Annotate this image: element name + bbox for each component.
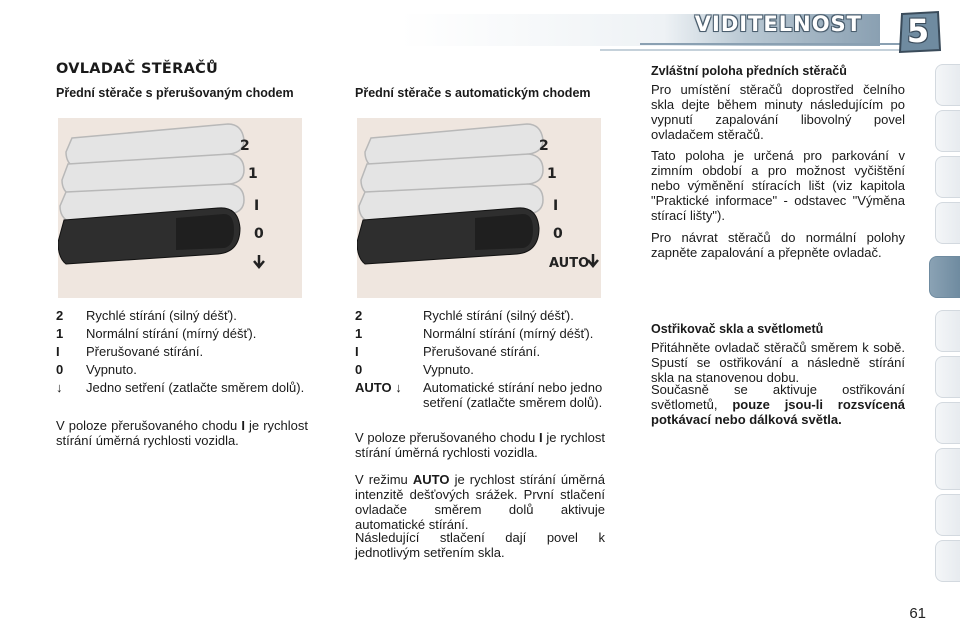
col2-paragraph-1: V poloze přerušovaného chodu I je rychlost stírání úměrná rychlosti vozidla. bbox=[355, 430, 605, 460]
col2-paragraph-3: Následující stlačení dají povel k jednotlivým setřením skla. bbox=[355, 530, 605, 560]
legend-item: ↓ Jedno setření (zatlačte směrem dolů). bbox=[56, 380, 305, 395]
col3-heading-1: Zvláštní poloha předních stěračů bbox=[651, 64, 847, 78]
col3-paragraph-2: Tato poloha je určená pro parkování v zimním období a pro možnost vyčištění nebo výměnění stíracích lišt (viz kapitola "Praktické informace" - odstavec "Výměna stírací lišty"). bbox=[651, 148, 905, 223]
page-number: 61 bbox=[909, 605, 926, 622]
legend-item: 2 Rychlé stírání (silný déšť). bbox=[56, 308, 237, 323]
col3-paragraph-3: Pro návrat stěračů do normální polohy zapněte zapalování a přepněte ovladač. bbox=[651, 230, 905, 260]
wiper-stalk-illustration-intermittent bbox=[58, 118, 302, 298]
col1-heading: Přední stěrače s přerušovaným chodem bbox=[56, 86, 294, 100]
col1-legend bbox=[56, 308, 312, 398]
stalk-label-2: 2 bbox=[539, 138, 549, 154]
col2-legend bbox=[355, 308, 607, 413]
legend-item: AUTO ↓ Automatické stírání nebo jedno setření (zatlačte směrem dolů). bbox=[355, 380, 603, 410]
wiper-stalk-illustration-auto bbox=[357, 118, 601, 298]
stalk-label-i: I bbox=[553, 198, 559, 214]
stalk-label-1: 1 bbox=[547, 166, 557, 182]
col3-heading-2: Ostřikovač skla a světlometů bbox=[651, 322, 824, 336]
legend-item: 0 Vypnuto. bbox=[355, 362, 474, 377]
chapter-tabs bbox=[930, 64, 960, 579]
stalk-label-auto: AUTO bbox=[549, 256, 590, 271]
stalk-label-2: 2 bbox=[240, 138, 250, 154]
chapter-tab[interactable] bbox=[935, 448, 960, 490]
chapter-tab[interactable] bbox=[935, 64, 960, 106]
chapter-tab[interactable] bbox=[935, 202, 960, 244]
legend-item: 1 Normální stírání (mírný déšť). bbox=[56, 326, 257, 341]
col3-paragraph-1: Pro umístění stěračů doprostřed čelního skla dejte během minuty následujícím po vypnutí zapalování libovolný povel ovladačem stěračů. bbox=[651, 82, 905, 142]
legend-item: 2 Rychlé stírání (silný déšť). bbox=[355, 308, 574, 323]
chapter-tab[interactable] bbox=[935, 356, 960, 398]
col2-heading: Přední stěrače s automatickým chodem bbox=[355, 86, 591, 100]
chapter-title: VIDITELNOST bbox=[694, 12, 862, 36]
chapter-tab[interactable] bbox=[935, 156, 960, 198]
chapter-tab[interactable] bbox=[935, 540, 960, 582]
chapter-tab-active[interactable] bbox=[929, 256, 960, 298]
legend-item: 0 Vypnuto. bbox=[56, 362, 137, 377]
chapter-tab[interactable] bbox=[935, 402, 960, 444]
stalk-label-1: 1 bbox=[248, 166, 258, 182]
legend-item: I Přerušované stírání. bbox=[355, 344, 541, 359]
chapter-tab[interactable] bbox=[935, 494, 960, 536]
col3-paragraph-5: Současně se aktivuje ostřikování světlometů, pouze jsou-li rozsvícená potkávací nebo dálková světla. bbox=[651, 382, 905, 427]
col2-paragraph-2: V režimu AUTO je rychlost stírání úměrná intenzitě dešťových srážek. První stlačení ovladače směrem dolů aktivuje automatické stírání. bbox=[355, 472, 605, 532]
col3-paragraph-4: Přitáhněte ovladač stěračů směrem k sobě. Spustí se ostřikování a následně stírání skla na stanovenou dobu. bbox=[651, 340, 905, 385]
legend-item: I Přerušované stírání. bbox=[56, 344, 204, 359]
col1-paragraph: V poloze přerušovaného chodu I je rychlost stírání úměrná rychlosti vozidla. bbox=[56, 418, 309, 448]
legend-item: 1 Normální stírání (mírný déšť). bbox=[355, 326, 594, 341]
chapter-tab[interactable] bbox=[935, 310, 960, 352]
section-title: OVLADAČ STĚRAČŮ bbox=[56, 61, 219, 77]
stalk-label-0: 0 bbox=[553, 226, 563, 242]
stalk-label-0: 0 bbox=[254, 226, 264, 242]
chapter-number: 5 bbox=[906, 12, 930, 50]
stalk-label-i: I bbox=[254, 198, 260, 214]
chapter-tab[interactable] bbox=[935, 110, 960, 152]
